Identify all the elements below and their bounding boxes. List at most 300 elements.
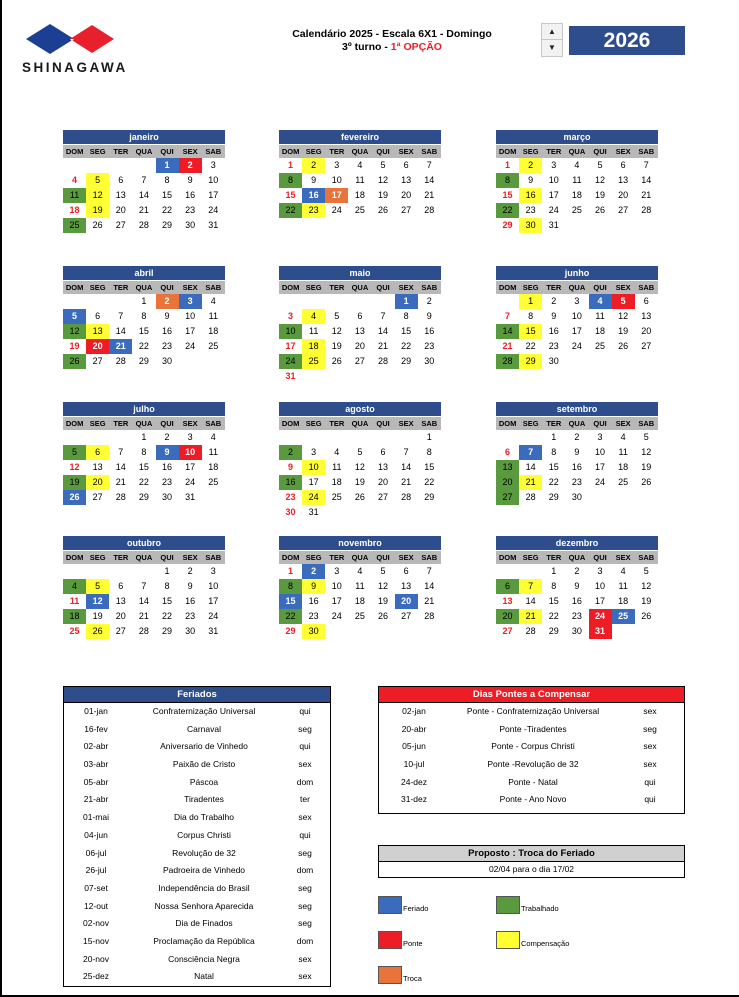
proposto-box [378, 845, 685, 878]
day-cell: 26 [92, 220, 103, 230]
month-name: outubro [63, 536, 225, 550]
weekday-label: QUA [351, 283, 369, 292]
empty-day-cell [202, 490, 225, 505]
day-cell: 24 [331, 611, 342, 621]
day-cell: 20 [618, 190, 629, 200]
day-cell: 16 [302, 188, 325, 203]
day-cell: 22 [162, 205, 173, 215]
day-cell: 11 [618, 447, 628, 457]
day-cell: 30 [571, 626, 582, 636]
empty-day-cell [86, 294, 109, 309]
day-cell: 3 [288, 311, 294, 321]
legend-compensacao-swatch [496, 931, 520, 949]
day-cell: 15 [162, 596, 173, 606]
day-cell: 28 [525, 492, 536, 502]
feriado-weekday: seg [298, 882, 312, 893]
empty-day-cell [565, 218, 588, 233]
day-cell: 11 [572, 175, 582, 185]
week-row [496, 354, 658, 369]
empty-day-cell [395, 430, 418, 445]
day-cell: 13 [354, 326, 365, 336]
feriado-weekday: qui [299, 829, 311, 840]
day-cell: 29 [424, 492, 435, 502]
week-row [496, 309, 658, 324]
empty-day-cell [302, 369, 325, 384]
empty-day-cell [612, 490, 635, 505]
weekday-label: SEX [398, 419, 414, 428]
weekday-label: DOM [65, 283, 84, 292]
title-line-1: Calendário 2025 - Escala 6X1 - Domingo [292, 28, 492, 40]
week-row [63, 490, 225, 505]
day-cell: 17 [185, 462, 196, 472]
month-9 [63, 536, 225, 639]
day-cell: 3 [334, 160, 340, 170]
day-cell: 14 [525, 462, 536, 472]
weekday-label: TER [113, 419, 129, 428]
day-cell: 15 [548, 596, 559, 606]
day-cell: 23 [548, 341, 559, 351]
day-cell: 4 [574, 160, 580, 170]
day-cell: 12 [378, 581, 389, 591]
empty-day-cell [612, 624, 635, 639]
day-cell: 15 [401, 326, 412, 336]
day-cell: 28 [525, 626, 536, 636]
day-cell: 14 [138, 190, 149, 200]
feriado-weekday: dom [296, 776, 314, 787]
day-cell: 3 [597, 566, 603, 576]
empty-day-cell [348, 624, 371, 639]
day-cell: 16 [279, 475, 302, 490]
day-cell: 12 [378, 175, 389, 185]
weekday-label: SAB [205, 147, 222, 156]
week-row [496, 475, 658, 490]
ponte-name: Ponte -Tiradentes [499, 723, 567, 734]
week-row [63, 460, 225, 475]
ponte-date: 10-jul [403, 759, 425, 770]
week-row [496, 445, 658, 460]
empty-day-cell [348, 369, 371, 384]
weekday-label: SEX [182, 419, 198, 428]
day-cell: 20 [86, 475, 109, 490]
day-cell: 29 [162, 626, 173, 636]
legend-ponte-label: Ponte [403, 938, 423, 948]
day-cell: 18 [63, 609, 86, 624]
week-row [63, 354, 225, 369]
day-cell: 8 [496, 173, 519, 188]
day-cell: 6 [505, 447, 511, 457]
month-11 [496, 536, 658, 639]
day-cell: 7 [380, 311, 386, 321]
day-cell: 14 [424, 175, 435, 185]
day-cell: 17 [325, 188, 348, 203]
day-cell: 17 [185, 326, 196, 336]
feriado-name: Tiradentes [184, 794, 224, 805]
day-cell: 24 [279, 354, 302, 369]
day-cell: 2 [519, 158, 542, 173]
day-cell: 21 [424, 596, 435, 606]
day-cell: 25 [612, 609, 635, 624]
week-row [496, 188, 658, 203]
day-cell: 22 [548, 611, 559, 621]
feriado-date: 25-dez [83, 971, 109, 982]
day-cell: 11 [618, 581, 628, 591]
empty-day-cell [612, 354, 635, 369]
feriado-weekday: dom [296, 935, 314, 946]
feriado-row [64, 845, 330, 863]
feriado-weekday: seg [298, 900, 312, 911]
weekday-label: QUI [593, 283, 607, 292]
weekday-header [496, 417, 658, 430]
day-cell: 27 [354, 356, 365, 366]
week-row [63, 188, 225, 203]
week-row [63, 294, 225, 309]
day-cell: 7 [505, 311, 511, 321]
year-spinner[interactable] [541, 23, 563, 57]
day-cell: 4 [357, 566, 363, 576]
day-cell: 11 [309, 326, 319, 336]
day-cell: 15 [138, 326, 149, 336]
day-cell: 20 [115, 611, 126, 621]
day-cell: 28 [424, 611, 435, 621]
week-row [279, 460, 441, 475]
day-cell: 22 [401, 341, 412, 351]
day-cell: 9 [187, 581, 193, 591]
page-title [257, 28, 527, 54]
weekday-label: QUI [376, 283, 390, 292]
weekday-header [496, 145, 658, 158]
empty-day-cell [635, 354, 658, 369]
weekday-label: QUI [593, 419, 607, 428]
feriado-name: Corpus Christi [177, 829, 231, 840]
day-cell: 30 [571, 492, 582, 502]
empty-day-cell [109, 158, 132, 173]
day-cell: 2 [574, 432, 580, 442]
day-cell: 18 [618, 596, 629, 606]
feriado-weekday: sex [298, 953, 312, 964]
day-cell: 18 [69, 205, 80, 215]
empty-day-cell [86, 430, 109, 445]
day-cell: 19 [641, 462, 652, 472]
feriado-date: 26-jul [85, 865, 107, 876]
day-cell: 26 [641, 477, 652, 487]
week-row [279, 173, 441, 188]
day-cell: 16 [162, 326, 173, 336]
feriado-date: 20-nov [83, 953, 109, 964]
year-down-arrow-icon[interactable]: ▼ [548, 43, 556, 52]
week-row [63, 445, 225, 460]
month-5 [496, 266, 658, 369]
year-up-arrow-icon[interactable]: ▲ [542, 24, 562, 40]
day-cell: 10 [302, 460, 325, 475]
day-cell: 13 [401, 581, 412, 591]
weekday-label: TER [113, 147, 129, 156]
day-cell: 23 [185, 205, 196, 215]
day-cell: 14 [378, 326, 389, 336]
feriado-weekday: ter [300, 794, 310, 805]
day-cell: 12 [86, 188, 109, 203]
day-cell: 1 [395, 294, 418, 309]
day-cell: 8 [141, 447, 147, 457]
day-cell: 18 [354, 596, 365, 606]
day-cell: 2 [179, 158, 202, 173]
day-cell: 1 [288, 160, 294, 170]
day-cell: 28 [496, 354, 519, 369]
day-cell: 25 [69, 626, 80, 636]
day-cell: 16 [424, 326, 435, 336]
day-cell: 20 [395, 594, 418, 609]
day-cell: 10 [331, 175, 342, 185]
weekday-label: QUA [351, 147, 369, 156]
weekday-label: TER [329, 283, 345, 292]
feriados-title: Feriados [64, 687, 330, 703]
empty-day-cell [496, 430, 519, 445]
empty-day-cell [372, 369, 395, 384]
day-cell: 8 [426, 447, 432, 457]
empty-day-cell [612, 218, 635, 233]
feriado-row [64, 862, 330, 880]
day-cell: 5 [597, 160, 603, 170]
weekday-label: QUA [135, 147, 153, 156]
day-cell: 1 [519, 294, 542, 309]
day-cell: 9 [528, 175, 534, 185]
day-cell: 23 [162, 477, 173, 487]
month-4 [279, 266, 441, 384]
feriado-name: Padroeira de Vinhedo [162, 865, 246, 876]
week-row [63, 203, 225, 218]
day-cell: 23 [525, 205, 536, 215]
day-cell: 6 [118, 175, 124, 185]
day-cell: 12 [595, 175, 606, 185]
day-cell: 7 [426, 160, 432, 170]
empty-day-cell [325, 624, 348, 639]
empty-day-cell [496, 294, 519, 309]
week-row [63, 609, 225, 624]
day-cell: 28 [424, 205, 435, 215]
ponte-date: 02-jan [402, 706, 426, 716]
day-cell: 25 [302, 354, 325, 369]
month-name: fevereiro [279, 130, 441, 144]
weekday-label: SAB [638, 147, 655, 156]
empty-day-cell [348, 505, 371, 520]
weekday-label: SEX [398, 283, 414, 292]
day-cell: 31 [548, 220, 559, 230]
day-cell: 28 [641, 205, 652, 215]
day-cell: 8 [164, 581, 170, 591]
day-cell: 4 [620, 566, 626, 576]
day-cell: 9 [156, 445, 179, 460]
weekday-label: DOM [498, 147, 517, 156]
day-cell: 10 [331, 581, 342, 591]
day-cell: 6 [643, 296, 649, 306]
empty-day-cell [302, 294, 325, 309]
day-cell: 8 [279, 173, 302, 188]
day-cell: 24 [548, 205, 559, 215]
feriado-weekday: qui [299, 741, 311, 752]
empty-day-cell [589, 490, 612, 505]
day-cell: 4 [334, 447, 340, 457]
weekday-label: DOM [498, 283, 517, 292]
empty-day-cell [372, 294, 395, 309]
weekday-label: QUA [135, 419, 153, 428]
day-cell: 6 [357, 311, 363, 321]
day-cell: 3 [334, 566, 340, 576]
week-row [279, 188, 441, 203]
empty-day-cell [109, 430, 132, 445]
feriado-name: Dia do Trabalho [173, 812, 234, 823]
day-cell: 30 [424, 356, 435, 366]
month-name: julho [63, 402, 225, 416]
weekday-label: DOM [281, 419, 300, 428]
month-name: maio [279, 266, 441, 280]
day-cell: 28 [378, 356, 389, 366]
ponte-date: 31-dez [401, 794, 427, 805]
day-cell: 29 [502, 220, 513, 230]
month-7 [279, 402, 441, 520]
day-cell: 19 [331, 341, 342, 351]
day-cell: 30 [162, 356, 173, 366]
day-cell: 20 [354, 341, 365, 351]
weekday-label: TER [546, 283, 562, 292]
month-name: novembro [279, 536, 441, 550]
day-cell: 17 [285, 341, 296, 351]
ponte-weekday: sex [643, 759, 657, 770]
feriado-weekday: seg [298, 918, 312, 929]
weekday-label: QUI [593, 147, 607, 156]
day-cell: 12 [331, 326, 342, 336]
day-cell: 3 [574, 296, 580, 306]
day-cell: 6 [95, 311, 101, 321]
week-row [279, 475, 441, 490]
day-cell: 16 [308, 596, 319, 606]
day-cell: 17 [595, 462, 606, 472]
day-cell: 21 [519, 475, 542, 490]
week-row [279, 294, 441, 309]
day-cell: 8 [279, 579, 302, 594]
day-cell: 16 [571, 462, 582, 472]
feriado-row [64, 951, 330, 969]
week-row [496, 490, 658, 505]
day-cell: 5 [643, 432, 649, 442]
empty-day-cell [635, 218, 658, 233]
day-cell: 22 [279, 203, 302, 218]
day-cell: 3 [187, 432, 193, 442]
day-cell: 26 [86, 624, 109, 639]
day-cell: 9 [574, 447, 580, 457]
day-cell: 27 [401, 611, 412, 621]
weekday-label: QUA [568, 147, 586, 156]
empty-day-cell [589, 354, 612, 369]
day-cell: 21 [641, 190, 652, 200]
day-cell: 26 [618, 341, 629, 351]
day-cell: 2 [302, 564, 325, 579]
day-cell: 26 [641, 611, 652, 621]
feriado-date: 03-abr [83, 759, 109, 770]
weekday-label: QUA [568, 553, 586, 562]
day-cell: 27 [641, 341, 652, 351]
day-cell: 15 [138, 462, 149, 472]
day-cell: 9 [574, 581, 580, 591]
weekday-label: SEG [305, 283, 322, 292]
empty-day-cell [418, 369, 441, 384]
month-6 [63, 402, 225, 505]
ponte-row [379, 791, 684, 809]
day-cell: 7 [118, 311, 124, 321]
weekday-header [279, 145, 441, 158]
weekday-label: SEG [305, 553, 322, 562]
weekday-label: DOM [281, 553, 300, 562]
legend-compensacao-label: Compensação [521, 938, 570, 948]
empty-day-cell [372, 505, 395, 520]
option-label: 1ª OPÇÃO [390, 41, 442, 53]
weekday-label: QUI [160, 283, 174, 292]
weekday-label: DOM [281, 147, 300, 156]
empty-day-cell [86, 564, 109, 579]
feriado-row [64, 880, 330, 898]
weekday-label: QUI [376, 419, 390, 428]
day-cell: 25 [354, 611, 365, 621]
day-cell: 14 [115, 462, 126, 472]
week-row [279, 579, 441, 594]
day-cell: 20 [86, 339, 109, 354]
weekday-label: DOM [281, 283, 300, 292]
day-cell: 13 [115, 190, 126, 200]
day-cell: 5 [63, 445, 86, 460]
day-cell: 12 [63, 324, 86, 339]
day-cell: 19 [354, 477, 365, 487]
day-cell: 17 [308, 477, 319, 487]
day-cell: 10 [208, 175, 219, 185]
day-cell: 5 [357, 447, 363, 457]
weekday-label: SEX [398, 147, 414, 156]
week-row [279, 505, 441, 520]
month-name: março [496, 130, 658, 144]
weekday-header [496, 281, 658, 294]
week-row [496, 158, 658, 173]
week-row [496, 294, 658, 309]
weekday-label: SEG [305, 147, 322, 156]
day-cell: 25 [208, 477, 219, 487]
ponte-name: Ponte - Ano Novo [499, 794, 567, 805]
day-cell: 5 [334, 311, 340, 321]
day-cell: 2 [164, 432, 170, 442]
empty-day-cell [325, 430, 348, 445]
day-cell: 30 [285, 507, 296, 517]
ponte-weekday: qui [644, 776, 656, 787]
empty-day-cell [179, 354, 202, 369]
day-cell: 28 [138, 626, 149, 636]
day-cell: 31 [185, 492, 196, 502]
feriado-weekday: seg [298, 723, 312, 734]
weekday-label: QUA [351, 553, 369, 562]
week-row [279, 354, 441, 369]
day-cell: 21 [519, 609, 542, 624]
feriado-date: 01-mai [83, 812, 109, 823]
ponte-row [379, 756, 684, 774]
day-cell: 13 [641, 311, 652, 321]
feriado-name: Consciência Negra [168, 953, 240, 964]
day-cell: 10 [185, 311, 196, 321]
day-cell: 13 [378, 462, 389, 472]
day-cell: 21 [109, 339, 132, 354]
day-cell: 19 [595, 190, 606, 200]
day-cell: 21 [138, 611, 149, 621]
day-cell: 7 [118, 447, 124, 457]
ponte-weekday: sex [643, 741, 657, 752]
weekday-label: QUA [351, 419, 369, 428]
day-cell: 24 [571, 341, 582, 351]
day-cell: 31 [208, 220, 219, 230]
legend-feriado-swatch [378, 896, 402, 914]
